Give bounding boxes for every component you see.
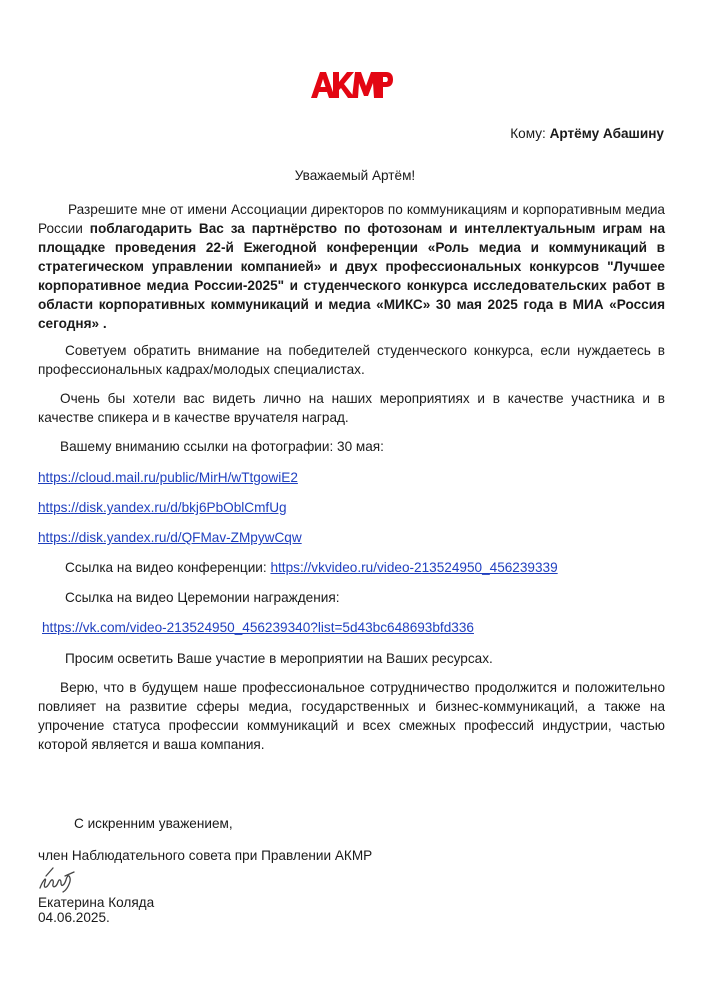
conference-video-link[interactable]: https://vkvideo.ru/video-213524950_456239339: [270, 560, 558, 575]
letter-date: 04.06.2025.: [38, 910, 110, 925]
signature-scribble: [36, 862, 80, 896]
akmr-logo-mark: [311, 70, 393, 100]
photo-link-row-1: [38, 468, 665, 487]
closing-paragraph: Верю, что в будущем наше профессиональное сотрудничество продолжится и положительно повлияет на развитие сферы медиа, государственных и бизнес-коммуникаций, а также на упрочение статуса профессии коммуникаций и всех смежных профессий индустрии, частью которой является и ваша компания.: [38, 680, 665, 752]
addressee-line: [510, 124, 664, 143]
ceremony-video-link[interactable]: https://vk.com/video-213524950_456239340?list=5d43bc648693bfd336: [42, 620, 474, 635]
regards-line: С искренним уважением,: [74, 816, 233, 831]
position-line: член Наблюдательного совета при Правлении АКМР: [38, 848, 373, 863]
addressee-name: Артёму Абашину: [549, 126, 664, 141]
photo-link-row-2: [38, 498, 665, 517]
signer-name: Екатерина Коляда: [38, 895, 155, 910]
thanks-paragraph: [38, 200, 665, 333]
photo-link-1[interactable]: https://cloud.mail.ru/public/MirH/wTtgowiE2: [38, 470, 298, 485]
request-line: Просим осветить Ваше участие в мероприятии на Ваших ресурсах.: [65, 651, 493, 666]
photo-link-3[interactable]: https://disk.yandex.ru/d/QFMav-ZMpywCqw: [38, 530, 302, 545]
students-paragraph: Советуем обратить внимание на победителей студенческого конкурса, если нуждаетесь в профессиональных кадрах/молодых специалистах.: [38, 343, 665, 377]
addressee-prefix: Кому:: [510, 126, 546, 141]
invite-paragraph: Очень бы хотели вас видеть лично на наших мероприятиях и в качестве участника и в качестве спикера и в качестве вручателя наград.: [38, 391, 665, 425]
ceremony-video-label: Ссылка на видео Церемонии награждения:: [65, 590, 340, 605]
thanks-bold: поблагодарить Вас за партнёрство по фотозонам и интеллектуальным играм на площадке проведения 22-й Ежегодной конференции «Роль медиа и коммуникаций в стратегическом управлении компанией» и двух профессиональных конкурсов "Лучшее корпоративное медиа России-2025" и студенческого конкурса исследовательских работ в области корпоративных коммуникаций и медиа «МИКС» 30 мая 2025 года в МИА «Россия сегодня» .: [38, 221, 666, 331]
conference-video-label: Ссылка на видео конференции:: [65, 560, 267, 575]
akmr-logo: [311, 70, 393, 100]
photo-link-row-3: [38, 528, 665, 547]
photo-link-2[interactable]: https://disk.yandex.ru/d/bkj6PbOblCmfUg: [38, 500, 287, 515]
ceremony-video-row: [42, 618, 669, 637]
photos-intro: Вашему вниманию ссылки на фотографии: 30 мая:: [60, 439, 384, 454]
conference-video-row: [65, 558, 692, 577]
greeting: Уважаемый Артём!: [294, 168, 416, 183]
thanks-lead: Разрешите мне от имени Ассоциации директоров по коммуникациям и корпоративным медиа России: [38, 202, 665, 236]
